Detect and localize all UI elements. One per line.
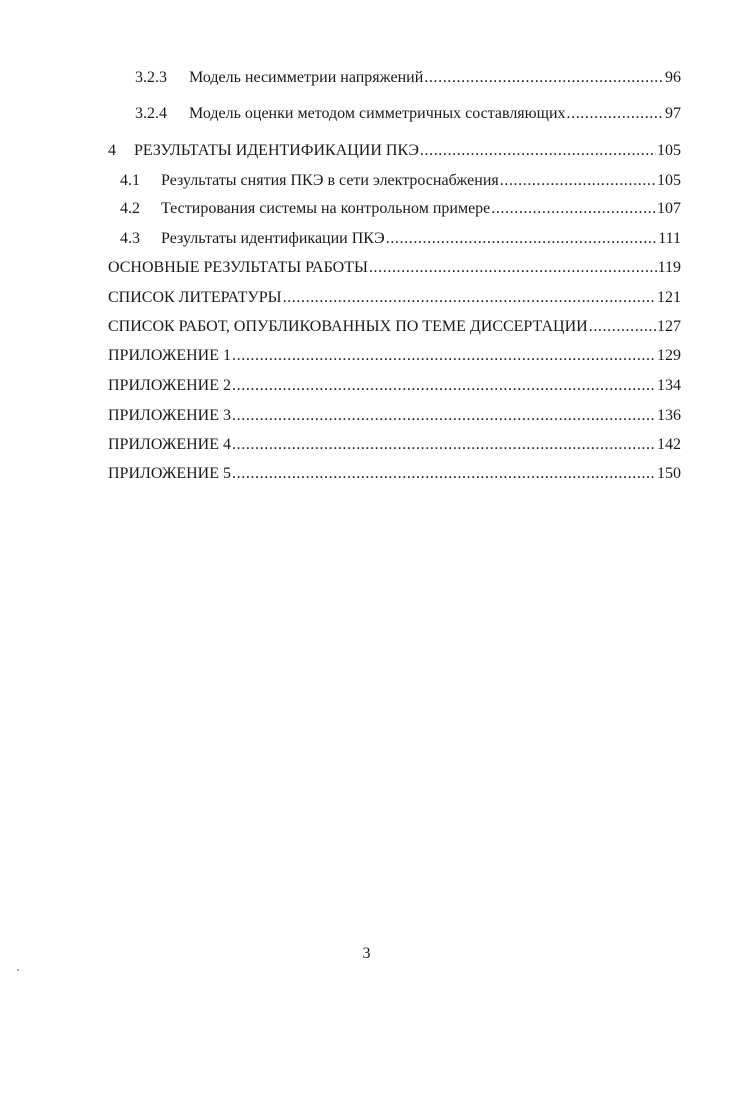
toc-entry-4 <box>108 141 681 161</box>
toc-dot-leader <box>589 317 656 337</box>
toc-entry-3-2-3 <box>135 68 681 88</box>
toc-entry-page: 142 <box>657 436 681 453</box>
toc-entry-page: 119 <box>657 259 681 276</box>
toc-entry-title: РЕЗУЛЬТАТЫ ИДЕНТИФИКАЦИИ ПКЭ <box>134 142 419 159</box>
toc-entry-title: ПРИЛОЖЕНИЕ 5 <box>108 465 232 482</box>
toc-entry-title: Результаты снятия ПКЭ в сети электроснабжения <box>161 172 499 189</box>
toc-dot-leader <box>491 199 656 219</box>
toc-entry-page: 129 <box>657 347 681 364</box>
toc-entry-page: 150 <box>657 465 681 482</box>
toc-entry-title: Модель оценки методом симметричных составляющих <box>189 105 566 122</box>
toc-entry-3-2-4 <box>135 104 681 124</box>
toc-entry-page: 111 <box>658 230 681 247</box>
toc-dot-leader <box>232 346 656 366</box>
toc-entry-title: ПРИЛОЖЕНИЕ 1 <box>108 347 232 364</box>
toc-entry-number: 4.2 <box>120 200 140 217</box>
toc-entry-appendix-2 <box>108 376 681 396</box>
toc-dot-leader <box>420 141 656 161</box>
toc-entry-title: ПРИЛОЖЕНИЕ 2 <box>108 377 232 394</box>
toc-entry-page: 134 <box>657 377 681 394</box>
toc-entry-number: 4.1 <box>120 172 140 189</box>
toc-entry-page: 105 <box>657 142 681 159</box>
toc-entry-4-1 <box>120 171 681 191</box>
toc-entry-appendix-4 <box>108 435 681 455</box>
toc-entry-page: 136 <box>657 407 681 424</box>
toc-entry-title: ПРИЛОЖЕНИЕ 4 <box>108 436 232 453</box>
toc-entry-number: 3.2.4 <box>135 105 167 122</box>
toc-entry-4-2 <box>120 199 681 219</box>
page-number: 3 <box>362 945 371 962</box>
toc-entry-main-results <box>108 258 681 278</box>
toc-dot-leader <box>567 104 665 124</box>
toc-dot-leader <box>232 464 656 484</box>
toc-entry-title: Модель несимметрии напряжений <box>189 69 424 86</box>
toc-dot-leader <box>369 258 657 278</box>
toc-entry-appendix-1 <box>108 346 681 366</box>
toc-dot-leader <box>386 229 657 249</box>
toc-dot-leader <box>283 288 656 308</box>
toc-entry-page: 121 <box>657 289 681 306</box>
toc-entry-page: 97 <box>665 105 681 122</box>
toc-entry-page: 96 <box>665 69 681 86</box>
toc-entry-page: 107 <box>657 200 681 217</box>
toc-entry-title: Тестирования системы на контрольном примере <box>161 200 491 217</box>
toc-entry-title: ОСНОВНЫЕ РЕЗУЛЬТАТЫ РАБОТЫ <box>108 259 368 276</box>
toc-entry-title: ПРИЛОЖЕНИЕ 3 <box>108 407 232 424</box>
toc-entry-appendix-3 <box>108 406 681 426</box>
toc-dot-leader <box>232 376 656 396</box>
toc-entry-publications <box>108 317 681 337</box>
toc-dot-leader <box>232 406 656 426</box>
toc-dot-leader <box>424 68 664 88</box>
toc-entry-appendix-5 <box>108 464 681 484</box>
toc-dot-leader <box>232 435 656 455</box>
toc-entry-title: Результаты идентификации ПКЭ <box>161 230 385 247</box>
scan-speck <box>17 969 19 971</box>
toc-entry-number: 4.3 <box>120 230 140 247</box>
toc-entry-number: 4 <box>108 142 116 159</box>
toc-entry-number: 3.2.3 <box>135 69 167 86</box>
toc-entry-title: СПИСОК РАБОТ, ОПУБЛИКОВАННЫХ ПО ТЕМЕ ДИССЕРТАЦИИ <box>108 318 588 335</box>
toc-entry-4-3 <box>120 229 681 249</box>
toc-entry-page: 127 <box>657 318 681 335</box>
toc-dot-leader <box>500 171 656 191</box>
toc-entry-page: 105 <box>657 172 681 189</box>
toc-entry-references <box>108 288 681 308</box>
toc-entry-title: СПИСОК ЛИТЕРАТУРЫ <box>108 289 282 306</box>
